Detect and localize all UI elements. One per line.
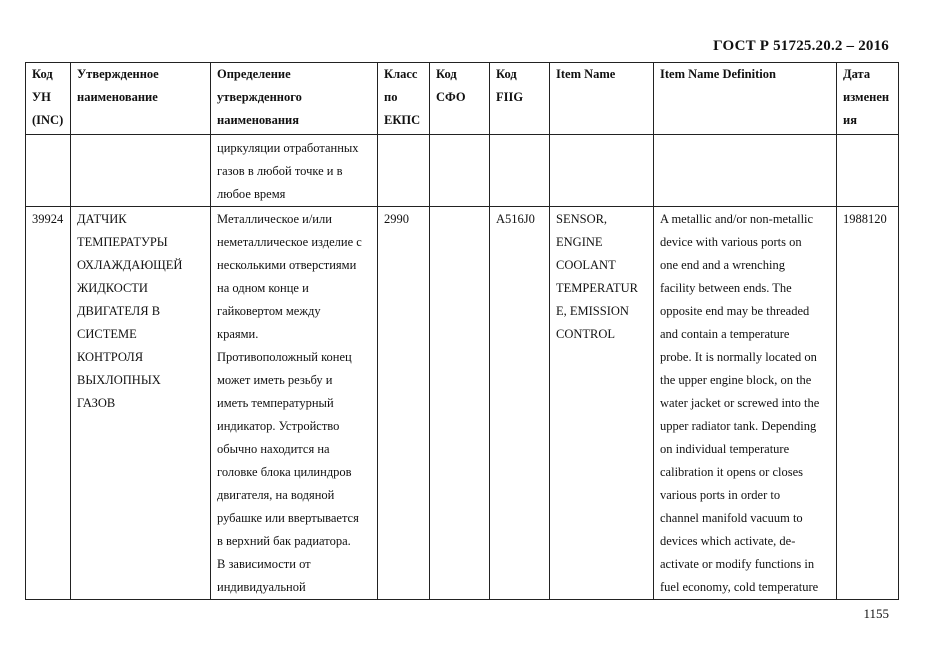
header-text-line: Код — [436, 67, 457, 81]
cell-text-line: opposite end may be threaded — [660, 304, 810, 318]
cell-text-line: facility between ends. The — [660, 281, 792, 295]
cell-text-line: неметаллическое изделие с — [217, 235, 362, 249]
cell-text-line: 2990 — [384, 212, 409, 226]
cell-sfo-code — [430, 207, 490, 600]
header-approved-name — [71, 63, 211, 135]
header-text-line: наименования — [217, 113, 300, 127]
header-sfo-code — [430, 63, 490, 135]
cell-text-line: циркуляции отработанных — [217, 141, 359, 155]
header-item-name — [550, 63, 654, 135]
cell-text-line: В зависимости от — [217, 557, 311, 571]
cell-text-line: devices which activate, de- — [660, 534, 796, 548]
cell-text-line: one end and a wrenching — [660, 258, 785, 272]
nomenclature-table — [25, 62, 899, 600]
table-row — [26, 207, 899, 600]
header-text-line: Item Name Definition — [660, 67, 776, 81]
header-text-line: (INC) — [32, 113, 64, 127]
cell-text-line: иметь температурный — [217, 396, 334, 410]
cell-text-line: ЖИДКОСТИ — [77, 281, 148, 295]
cell-text-line: индивидуальной — [217, 580, 306, 594]
cell-text-line: КОНТРОЛЯ — [77, 350, 144, 364]
header-text-line: УН — [32, 90, 51, 104]
header-text-line: наименование — [77, 90, 158, 104]
header-text-line: Item Name — [556, 67, 616, 81]
cell-text-line: water jacket or screwed into the — [660, 396, 820, 410]
cell-text-line: on individual temperature — [660, 442, 790, 456]
header-text-line: СФО — [436, 90, 466, 104]
cell-text-line: несколькими отверстиями — [217, 258, 357, 272]
cell-inc-code — [26, 135, 71, 207]
cell-text-line: fuel economy, cold temperature — [660, 580, 819, 594]
cell-text-line: обычно находится на — [217, 442, 330, 456]
document-code: ГОСТ Р 51725.20.2 – 2016 — [713, 38, 889, 54]
cell-text-line: device with various ports on — [660, 235, 802, 249]
header-inc-code — [26, 63, 71, 135]
cell-inc-code — [26, 207, 71, 600]
cell-text-line: ВЫХЛОПНЫХ — [77, 373, 161, 387]
header-fiig-code — [490, 63, 550, 135]
table-body — [26, 135, 899, 600]
header-text-line: Дата — [843, 67, 871, 81]
cell-ekps-class — [378, 135, 430, 207]
cell-sfo-code — [430, 135, 490, 207]
cell-text-line: Противоположный конец — [217, 350, 352, 364]
table-header-row — [26, 63, 899, 135]
cell-text-line: ДВИГАТЕЛЯ В — [77, 304, 161, 318]
header-text-line: ия — [843, 113, 857, 127]
cell-ekps-class — [378, 207, 430, 600]
cell-text-line: любое время — [217, 187, 286, 201]
cell-text-line: индикатор. Устройство — [217, 419, 340, 433]
cell-text-line: головке блока цилиндров — [217, 465, 352, 479]
cell-text-line: может иметь резьбу и — [217, 373, 333, 387]
cell-text-line: 1988120 — [843, 212, 887, 226]
cell-text-line: ОХЛАЖДАЮЩЕЙ — [77, 258, 183, 272]
cell-name-definition — [211, 135, 378, 207]
header-name-definition — [211, 63, 378, 135]
page-number: 1155 — [863, 606, 889, 621]
header-text-line: Определение — [217, 67, 291, 81]
header-text-line: по — [384, 90, 398, 104]
cell-text-line: TEMPERATUR — [556, 281, 638, 295]
cell-text-line: 39924 — [32, 212, 64, 226]
header-text-line: Класс — [384, 67, 418, 81]
cell-text-line: на одном конце и — [217, 281, 309, 295]
cell-text-line: ГАЗОВ — [77, 396, 116, 410]
header-text-line: Утвержденное — [77, 67, 159, 81]
header-text-line: Код — [496, 67, 517, 81]
cell-text-line: двигателя, на водяной — [217, 488, 335, 502]
cell-approved-name — [71, 207, 211, 600]
header-text-line: Код — [32, 67, 53, 81]
cell-fiig-code — [490, 207, 550, 600]
cell-text-line: CONTROL — [556, 327, 616, 341]
cell-text-line: газов в любой точке и в — [217, 164, 343, 178]
cell-text-line: ENGINE — [556, 235, 603, 249]
cell-text-line: SENSOR, — [556, 212, 608, 226]
cell-text-line: A metallic and/or non-metallic — [660, 212, 814, 226]
cell-text-line: activate or modify functions in — [660, 557, 815, 571]
header-ekps-class — [378, 63, 430, 135]
header-text-line: FIIG — [496, 90, 524, 104]
cell-text-line: Металлическое и/или — [217, 212, 332, 226]
cell-text-line: E, EMISSION — [556, 304, 629, 318]
cell-text-line: and contain a temperature — [660, 327, 790, 341]
cell-text-line: the upper engine block, on the — [660, 373, 812, 387]
cell-fiig-code — [490, 135, 550, 207]
cell-text-line: probe. It is normally located on — [660, 350, 817, 364]
cell-text-line: в верхний бак радиатора. — [217, 534, 351, 548]
cell-text-line: ДАТЧИК — [77, 212, 127, 226]
cell-text-line: various ports in order to — [660, 488, 781, 502]
cell-text-line: СИСТЕМЕ — [77, 327, 137, 341]
cell-change-date — [837, 207, 899, 600]
cell-item-name — [550, 207, 654, 600]
cell-text-line: calibration it opens or closes — [660, 465, 804, 479]
cell-text-line: upper radiator tank. Depending — [660, 419, 817, 433]
cell-change-date — [837, 135, 899, 207]
cell-text-line: рубашке или ввертывается — [217, 511, 359, 525]
header-text-line: ЕКПС — [384, 113, 421, 127]
header-text-line: изменен — [843, 90, 890, 104]
cell-text-line: channel manifold vacuum to — [660, 511, 803, 525]
cell-text-line: ТЕМПЕРАТУРЫ — [77, 235, 168, 249]
cell-item-name — [550, 135, 654, 207]
cell-name-definition — [211, 207, 378, 600]
cell-item-name-definition — [654, 135, 837, 207]
header-change-date — [837, 63, 899, 135]
cell-item-name-definition — [654, 207, 837, 600]
cell-text-line: гайковертом между — [217, 304, 321, 318]
header-item-name-definition — [654, 63, 837, 135]
cell-text-line: COOLANT — [556, 258, 616, 272]
cell-text-line: A516J0 — [496, 212, 535, 226]
table-row — [26, 135, 899, 207]
header-text-line: утвержденного — [217, 90, 302, 104]
cell-text-line: краями. — [217, 327, 259, 341]
cell-approved-name — [71, 135, 211, 207]
